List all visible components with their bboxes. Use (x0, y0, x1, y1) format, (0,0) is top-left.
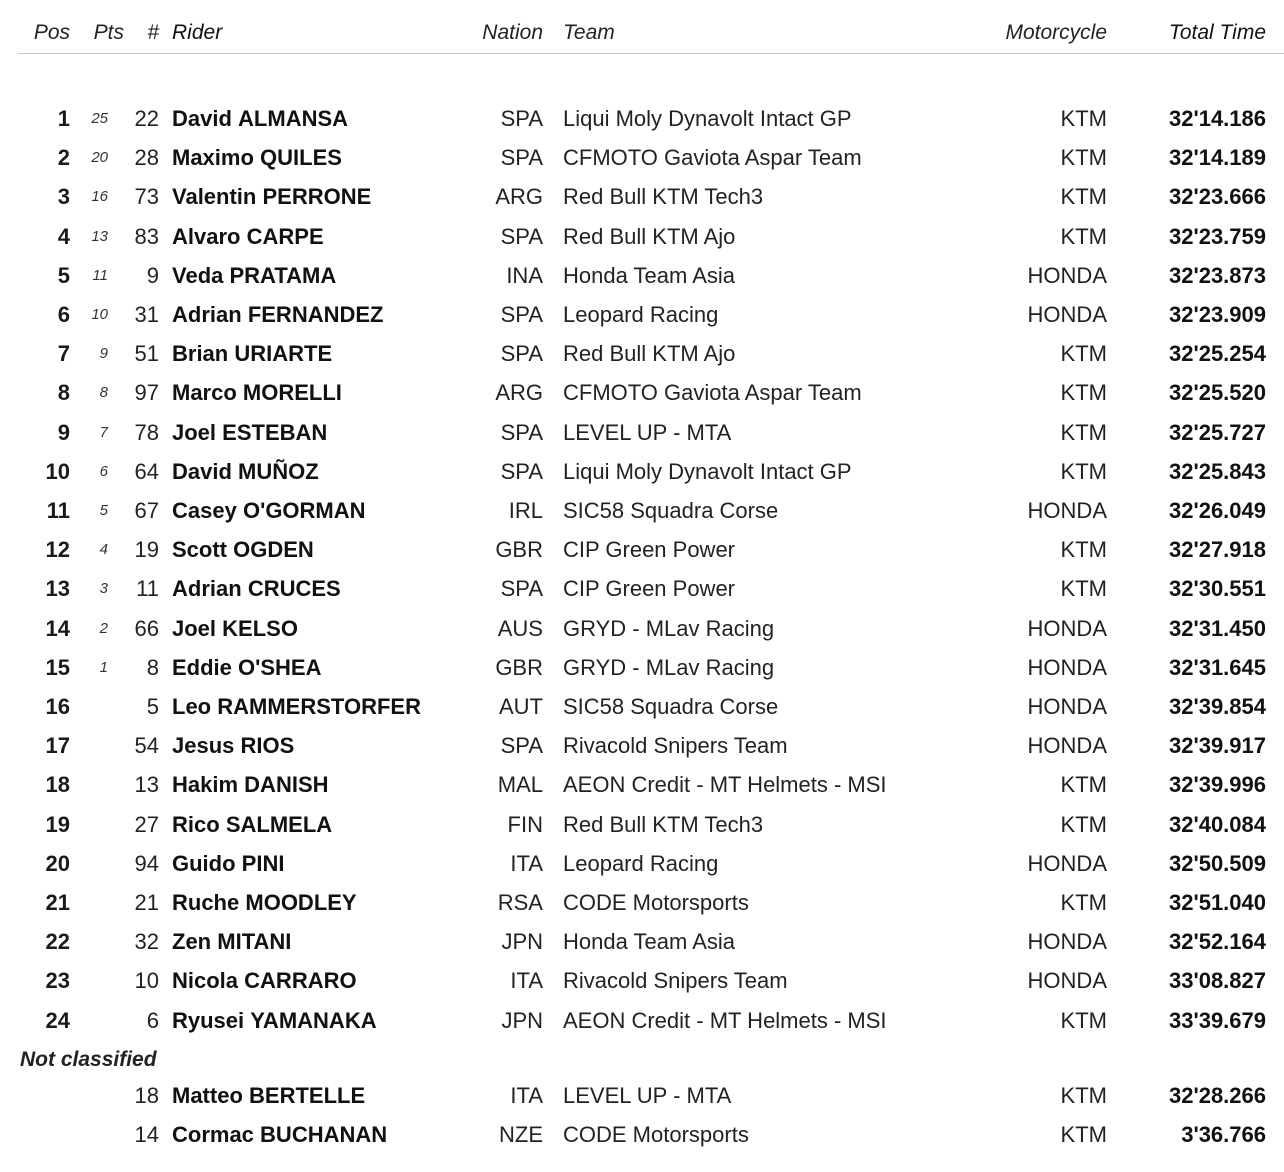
team-cell: LEVEL UP - MTA (563, 419, 732, 445)
team-cell: AEON Credit - MT Helmets - MSI (563, 1007, 887, 1033)
rider-first-name: David (172, 458, 232, 484)
rider-last-name: FERNANDEZ (247, 302, 384, 327)
rider-last-name: URIARTE (234, 341, 333, 367)
motorcycle-cell: KTM (1060, 380, 1107, 406)
rider-first-name: Eddie (172, 654, 232, 680)
table-row (0, 845, 1284, 883)
team-cell: Liqui Moly Dynavolt Intact GP (563, 106, 852, 131)
total-time-cell: 32'25.727 (1169, 419, 1266, 445)
team-cell: SIC58 Squadra Corse (563, 498, 779, 523)
rider-number-cell: 5 (146, 694, 159, 719)
points-cell: 4 (99, 541, 108, 559)
rider-number-cell: 32 (134, 929, 159, 955)
total-time-cell: 32'51.040 (1169, 890, 1266, 915)
rider-last-name: YAMANAKA (250, 1007, 377, 1033)
table-row (0, 923, 1284, 961)
position-cell: 3 (57, 184, 70, 210)
nation-cell: SPA (500, 419, 543, 445)
points-cell: 2 (99, 619, 108, 637)
motorcycle-cell: KTM (1060, 772, 1107, 798)
rider-first-name: Nicola (172, 968, 239, 994)
motorcycle-cell: KTM (1060, 106, 1107, 131)
rider-last-name: CRUCES (247, 576, 341, 602)
team-cell: CFMOTO Gaviota Aspar Team (563, 380, 862, 406)
points-cell: 16 (91, 188, 108, 206)
rider-number-cell: 8 (146, 654, 159, 680)
rider-number-cell: 19 (134, 537, 159, 563)
motorcycle-cell: HONDA (1027, 733, 1107, 759)
rider-name-cell (172, 1077, 472, 1115)
team-cell: Leopard Racing (563, 850, 719, 876)
rider-name-cell (172, 688, 472, 726)
rider-first-name: Brian (172, 341, 229, 367)
nation-cell: SPA (500, 458, 543, 484)
total-time-cell: 32'14.189 (1169, 145, 1266, 171)
rider-name-cell (172, 1002, 472, 1040)
header-divider (18, 53, 1284, 54)
team-cell: CIP Green Power (563, 576, 736, 602)
team-cell: GRYD - MLav Racing (563, 654, 775, 680)
points-cell: 25 (91, 110, 108, 127)
nation-cell: SPA (500, 302, 543, 327)
team-cell: CODE Motorsports (563, 1122, 749, 1148)
table-row (0, 962, 1284, 1000)
rider-name-cell (172, 414, 472, 452)
rider-last-name: PRATAMA (229, 262, 337, 288)
table-row (0, 766, 1284, 804)
rider-first-name: Veda (172, 262, 224, 288)
position-cell: 18 (45, 772, 70, 798)
rider-first-name: Alvaro (172, 223, 241, 249)
table-row (0, 374, 1284, 412)
team-cell: CODE Motorsports (563, 890, 749, 915)
team-cell: Liqui Moly Dynavolt Intact GP (563, 458, 852, 484)
team-cell: Leopard Racing (563, 302, 719, 327)
total-time-cell: 32'30.551 (1169, 576, 1266, 602)
nation-cell: SPA (500, 341, 543, 367)
motorcycle-cell: KTM (1060, 1122, 1107, 1148)
rider-last-name: CARPE (246, 223, 324, 249)
position-cell: 1 (57, 106, 70, 131)
motorcycle-cell: HONDA (1027, 694, 1107, 719)
rider-number-cell: 31 (134, 302, 159, 327)
not-classified-label: Not classified (20, 1048, 157, 1071)
rider-first-name: Joel (172, 419, 217, 445)
motorcycle-cell: KTM (1060, 184, 1107, 210)
team-cell: Red Bull KTM Ajo (563, 341, 736, 367)
rider-name-cell (172, 1116, 472, 1154)
table-row (0, 1002, 1284, 1040)
team-cell: Rivacold Snipers Team (563, 968, 788, 994)
nation-cell: AUS (497, 615, 543, 641)
nation-cell: INA (506, 262, 543, 288)
position-cell: 9 (57, 419, 70, 445)
nation-cell: SPA (500, 106, 543, 131)
motorcycle-cell: KTM (1060, 223, 1107, 249)
points-cell: 5 (99, 502, 108, 519)
rider-last-name: ESTEBAN (222, 419, 328, 445)
total-time-cell: 32'23.759 (1169, 223, 1266, 249)
rider-name-cell (172, 727, 472, 765)
nation-cell: NZE (499, 1122, 543, 1148)
total-time-cell: 32'31.450 (1169, 615, 1266, 641)
table-row (0, 218, 1284, 256)
motorcycle-cell: KTM (1060, 537, 1107, 563)
table-header (0, 14, 1284, 52)
total-time-cell: 32'40.084 (1169, 811, 1266, 837)
rider-first-name: Valentin (172, 184, 257, 210)
rider-last-name: DANISH (244, 772, 329, 798)
rider-last-name: CARRARO (244, 968, 357, 994)
position-cell: 17 (45, 733, 70, 759)
rider-number-cell: 51 (134, 341, 159, 367)
rider-number-cell: 22 (134, 106, 159, 131)
rider-first-name: David (172, 106, 232, 131)
rider-number-cell: 97 (134, 380, 159, 406)
rider-first-name: Jesus (172, 733, 235, 759)
points-cell: 20 (91, 149, 108, 167)
table-row (0, 884, 1284, 922)
position-cell: 20 (45, 850, 70, 876)
nation-cell: SPA (500, 145, 543, 171)
points-cell: 6 (99, 462, 108, 480)
nation-cell: IRL (508, 498, 543, 523)
rider-last-name: QUILES (260, 145, 342, 171)
rider-last-name: MOODLEY (245, 890, 357, 915)
total-time-cell: 32'31.645 (1169, 654, 1266, 680)
nation-cell: ARG (495, 184, 543, 210)
rider-first-name: Rico (172, 811, 220, 837)
position-cell: 11 (46, 498, 70, 523)
rider-last-name: SALMELA (225, 811, 333, 837)
motorcycle-cell: KTM (1060, 1083, 1107, 1108)
rider-first-name: Maximo (172, 145, 254, 171)
position-cell: 8 (57, 380, 70, 406)
position-cell: 2 (57, 145, 70, 171)
nation-cell: FIN (507, 811, 543, 837)
rider-name-cell (172, 806, 472, 844)
rider-first-name: Zen (172, 929, 212, 955)
total-time-cell: 32'39.996 (1169, 772, 1266, 798)
table-row (0, 727, 1284, 765)
rider-number-cell: 66 (134, 615, 159, 641)
rider-name-cell (172, 531, 472, 569)
rider-last-name: BUCHANAN (260, 1122, 388, 1148)
team-cell: CIP Green Power (563, 537, 736, 563)
points-cell: 8 (99, 384, 108, 402)
table-row (0, 335, 1284, 373)
table-row (0, 296, 1284, 334)
rider-name-cell (172, 766, 472, 804)
rider-number-cell: 83 (134, 223, 159, 249)
rider-number-cell: 13 (134, 772, 159, 798)
position-cell: 21 (45, 890, 70, 915)
rider-last-name: MITANI (217, 929, 292, 955)
rider-name-cell (172, 884, 472, 922)
team-cell: Honda Team Asia (563, 262, 736, 288)
rider-last-name: RAMMERSTORFER (217, 694, 421, 719)
points-cell: 1 (99, 658, 108, 676)
motorcycle-cell: KTM (1060, 419, 1107, 445)
rider-first-name: Casey (172, 498, 237, 523)
rider-last-name: PERRONE (262, 184, 372, 210)
motorcycle-cell: HONDA (1027, 654, 1107, 680)
total-time-cell: 32'39.917 (1169, 733, 1266, 759)
rider-number-cell: 14 (134, 1122, 159, 1148)
team-cell: Red Bull KTM Ajo (563, 223, 736, 249)
rider-name-cell (172, 139, 472, 177)
rider-name-cell (172, 100, 472, 138)
rider-last-name: O'SHEA (238, 654, 322, 680)
motorcycle-cell: KTM (1060, 458, 1107, 484)
total-time-cell: 33'08.827 (1169, 968, 1266, 994)
position-cell: 23 (45, 968, 70, 994)
points-cell: 10 (91, 306, 108, 323)
rider-number-cell: 67 (134, 498, 159, 523)
position-cell: 12 (45, 537, 70, 563)
header-number: # (147, 21, 159, 44)
position-cell: 19 (45, 811, 70, 837)
total-time-cell: 32'23.909 (1169, 302, 1266, 327)
rider-number-cell: 9 (146, 262, 159, 288)
table-row (0, 100, 1284, 138)
total-time-cell: 32'52.164 (1169, 929, 1266, 955)
rider-number-cell: 28 (134, 145, 159, 171)
rider-name-cell (172, 610, 472, 648)
total-time-cell: 32'25.843 (1169, 458, 1266, 484)
nation-cell: SPA (500, 576, 543, 602)
points-cell: 9 (99, 345, 108, 363)
rider-last-name: KELSO (222, 615, 298, 641)
total-time-cell: 32'25.254 (1169, 341, 1266, 367)
rider-first-name: Ryusei (172, 1007, 245, 1033)
nation-cell: MAL (497, 772, 543, 798)
rider-name-cell (172, 570, 472, 608)
table-row (0, 139, 1284, 177)
table-row (0, 1077, 1284, 1115)
rider-first-name: Guido (172, 850, 236, 876)
nation-cell: SPA (500, 733, 543, 759)
rider-number-cell: 10 (134, 968, 159, 994)
rider-name-cell (172, 335, 472, 373)
nation-cell: AUT (499, 694, 543, 719)
rider-name-cell (172, 374, 472, 412)
rider-last-name: OGDEN (233, 537, 314, 563)
header-team: Team (563, 21, 615, 44)
rider-name-cell (172, 492, 472, 530)
motorcycle-cell: HONDA (1027, 968, 1107, 994)
rider-last-name: O'GORMAN (242, 498, 366, 523)
motorcycle-cell: HONDA (1027, 929, 1107, 955)
rider-first-name: Ruche (172, 890, 240, 915)
rider-first-name: Adrian (172, 576, 242, 602)
nation-cell: ITA (510, 968, 543, 994)
table-row (0, 257, 1284, 295)
table-row (0, 610, 1284, 648)
team-cell: CFMOTO Gaviota Aspar Team (563, 145, 862, 171)
points-cell: 7 (99, 423, 108, 441)
motorcycle-cell: HONDA (1027, 850, 1107, 876)
motorcycle-cell: KTM (1060, 811, 1107, 837)
points-cell: 11 (92, 266, 108, 284)
position-cell: 15 (45, 654, 70, 680)
rider-name-cell (172, 218, 472, 256)
position-cell: 4 (57, 223, 70, 249)
position-cell: 24 (45, 1007, 70, 1033)
position-cell: 6 (57, 302, 70, 327)
team-cell: Red Bull KTM Tech3 (563, 184, 764, 210)
table-row (0, 649, 1284, 687)
motorcycle-cell: HONDA (1027, 498, 1107, 523)
team-cell: SIC58 Squadra Corse (563, 694, 779, 719)
position-cell: 7 (57, 341, 70, 367)
nation-cell: SPA (500, 223, 543, 249)
total-time-cell: 32'25.520 (1169, 380, 1266, 406)
rider-first-name: Marco (172, 380, 237, 406)
total-time-cell: 32'14.186 (1169, 106, 1266, 131)
rider-name-cell (172, 962, 472, 1000)
rider-first-name: Cormac (172, 1122, 254, 1148)
nation-cell: ARG (495, 380, 543, 406)
table-row (0, 688, 1284, 726)
motorcycle-cell: KTM (1060, 890, 1107, 915)
position-cell: 16 (45, 694, 70, 719)
table-row (0, 806, 1284, 844)
rider-name-cell (172, 923, 472, 961)
nation-cell: GBR (495, 654, 543, 680)
nation-cell: JPN (501, 929, 543, 955)
rider-name-cell (172, 178, 472, 216)
rider-number-cell: 73 (134, 184, 159, 210)
motorcycle-cell: HONDA (1027, 302, 1107, 327)
header-total-time: Total Time (1168, 21, 1266, 44)
total-time-cell: 3'36.766 (1181, 1122, 1266, 1148)
table-row (0, 453, 1284, 491)
rider-last-name: MORELLI (242, 380, 342, 406)
rider-first-name: Adrian (172, 302, 242, 327)
team-cell: Honda Team Asia (563, 929, 736, 955)
rider-number-cell: 64 (134, 458, 159, 484)
rider-first-name: Hakim (172, 772, 239, 798)
nation-cell: ITA (510, 1083, 543, 1108)
team-cell: Red Bull KTM Tech3 (563, 811, 764, 837)
header-motorcycle: Motorcycle (1005, 21, 1107, 44)
rider-first-name: Scott (172, 537, 227, 563)
rider-last-name: MUÑOZ (238, 458, 319, 484)
motorcycle-cell: KTM (1060, 1007, 1107, 1033)
rider-first-name: Leo (172, 694, 212, 719)
motorcycle-cell: KTM (1060, 145, 1107, 171)
rider-last-name: RIOS (240, 733, 295, 759)
rider-name-cell (172, 257, 472, 295)
position-cell: 14 (45, 615, 70, 641)
total-time-cell: 32'39.854 (1169, 694, 1266, 719)
rider-name-cell (172, 649, 472, 687)
position-cell: 22 (45, 929, 70, 955)
header-rider: Rider (172, 21, 223, 44)
rider-number-cell: 6 (146, 1007, 159, 1033)
rider-name-cell (172, 296, 472, 334)
motorcycle-cell: HONDA (1027, 262, 1107, 288)
total-time-cell: 32'27.918 (1169, 537, 1266, 563)
rider-last-name: BERTELLE (249, 1083, 366, 1108)
header-pts: Pts (93, 21, 124, 44)
rider-last-name: PINI (241, 850, 285, 876)
total-time-cell: 33'39.679 (1169, 1007, 1266, 1033)
team-cell: AEON Credit - MT Helmets - MSI (563, 772, 887, 798)
rider-first-name: Matteo (172, 1083, 243, 1108)
motorcycle-cell: KTM (1060, 341, 1107, 367)
rider-first-name: Joel (172, 615, 217, 641)
rider-name-cell (172, 845, 472, 883)
nation-cell: ITA (510, 850, 543, 876)
table-row (0, 1116, 1284, 1154)
position-cell: 5 (57, 262, 70, 288)
total-time-cell: 32'23.873 (1169, 262, 1266, 288)
rider-last-name: ALMANSA (238, 106, 349, 131)
motorcycle-cell: KTM (1060, 576, 1107, 602)
table-row (0, 570, 1284, 608)
total-time-cell: 32'50.509 (1169, 850, 1266, 876)
position-cell: 13 (45, 576, 70, 602)
position-cell: 10 (45, 458, 70, 484)
rider-number-cell: 78 (134, 419, 159, 445)
rider-number-cell: 11 (136, 576, 159, 602)
table-row (0, 492, 1284, 530)
total-time-cell: 32'26.049 (1169, 498, 1266, 523)
nation-cell: GBR (495, 537, 543, 563)
points-cell: 3 (99, 580, 108, 598)
rider-number-cell: 27 (134, 811, 159, 837)
rider-number-cell: 18 (134, 1083, 159, 1108)
rider-number-cell: 94 (134, 850, 159, 876)
table-row (0, 178, 1284, 216)
total-time-cell: 32'28.266 (1169, 1083, 1266, 1108)
points-cell: 13 (91, 227, 108, 245)
nation-cell: JPN (501, 1007, 543, 1033)
team-cell: GRYD - MLav Racing (563, 615, 775, 641)
rider-number-cell: 21 (134, 890, 159, 915)
table-row (0, 414, 1284, 452)
rider-name-cell (172, 453, 472, 491)
header-pos: Pos (33, 21, 70, 44)
motorcycle-cell: HONDA (1027, 615, 1107, 641)
rider-number-cell: 54 (134, 733, 159, 759)
total-time-cell: 32'23.666 (1169, 184, 1266, 210)
nation-cell: RSA (497, 890, 543, 915)
team-cell: Rivacold Snipers Team (563, 733, 788, 759)
table-row (0, 531, 1284, 569)
team-cell: LEVEL UP - MTA (563, 1083, 732, 1108)
header-nation: Nation (482, 21, 543, 44)
